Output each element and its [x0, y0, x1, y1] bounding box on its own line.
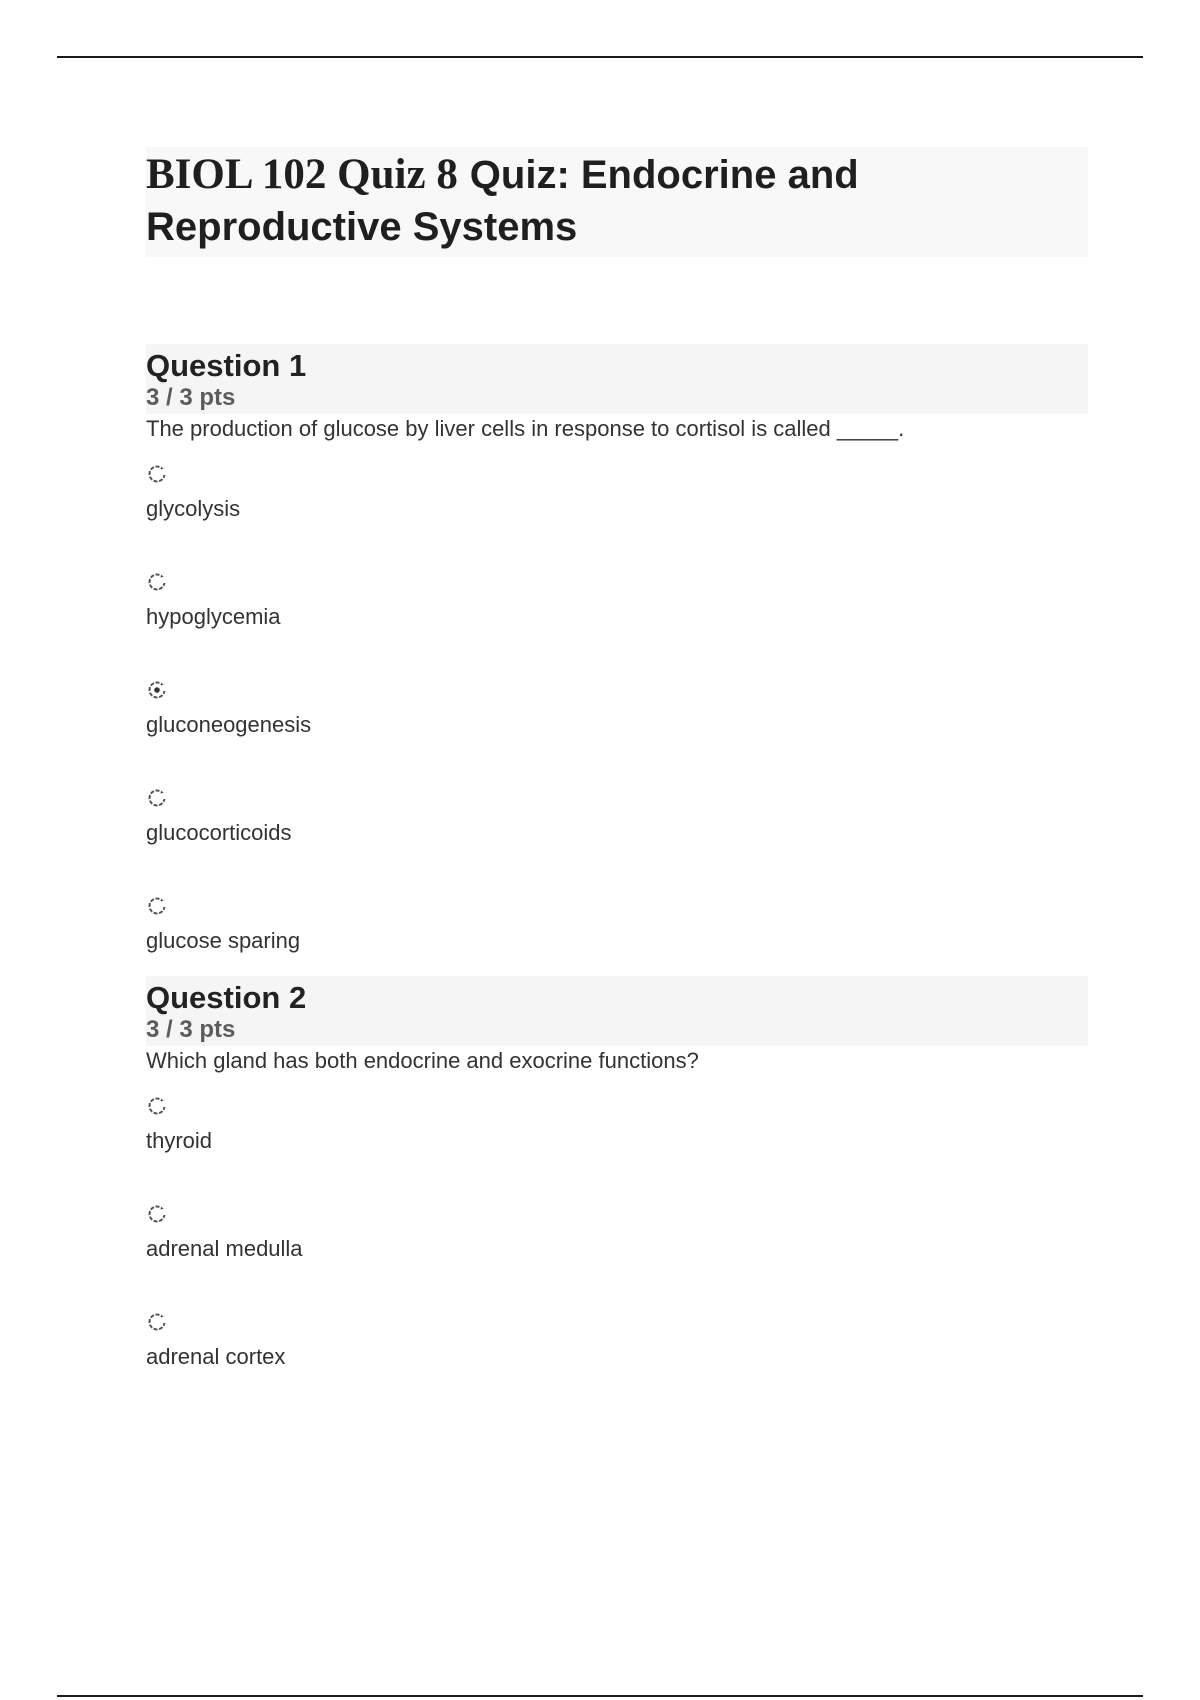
bottom-rule: [57, 1695, 1143, 1697]
question-title: Question 1: [146, 348, 307, 383]
question-points: 3 / 3 pts: [146, 1016, 236, 1043]
radio-icon[interactable]: [147, 787, 167, 809]
answer-option[interactable]: [146, 571, 1088, 679]
radio-selected-icon[interactable]: [147, 679, 167, 701]
question-header: [146, 344, 1088, 414]
answer-label: hypoglycemia: [146, 604, 281, 629]
question-points: 3 / 3 pts: [146, 384, 236, 411]
question-2: [146, 976, 1088, 1419]
answer-list: [146, 1095, 1088, 1419]
answer-label: gluconeogenesis: [146, 712, 312, 737]
answer-option[interactable]: [146, 679, 1088, 787]
radio-icon[interactable]: [147, 895, 167, 917]
course-name: BIOL 102 Quiz 8: [146, 151, 458, 198]
radio-icon[interactable]: [147, 463, 167, 485]
answer-option[interactable]: [146, 787, 1088, 895]
question-1: [146, 344, 1088, 1003]
radio-icon[interactable]: [147, 571, 167, 593]
answer-label: glucose sparing: [146, 928, 301, 953]
answer-list: [146, 463, 1088, 1003]
answer-option[interactable]: [146, 1203, 1088, 1311]
answer-option[interactable]: [146, 463, 1088, 571]
question-text: The production of glucose by liver cells in response to cortisol is called _____.: [146, 416, 905, 441]
answer-label: adrenal medulla: [146, 1236, 303, 1261]
page-title: [146, 149, 1088, 253]
radio-icon[interactable]: [147, 1311, 167, 1333]
question-text: Which gland has both endocrine and exocrine functions?: [146, 1048, 699, 1073]
quiz-content: [146, 147, 1088, 1419]
answer-label: glucocorticoids: [146, 820, 292, 845]
answer-option[interactable]: [146, 1311, 1088, 1419]
top-rule: [57, 56, 1143, 58]
quiz-title: Quiz: Endocrine and Reproductive Systems: [146, 153, 859, 249]
radio-icon[interactable]: [147, 1095, 167, 1117]
radio-icon[interactable]: [147, 1203, 167, 1225]
answer-label: adrenal cortex: [146, 1344, 286, 1369]
quiz-title-block: [146, 147, 1088, 257]
answer-option[interactable]: [146, 1095, 1088, 1203]
question-header: [146, 976, 1088, 1046]
answer-label: glycolysis: [146, 496, 241, 521]
answer-label: thyroid: [146, 1128, 213, 1153]
question-title: Question 2: [146, 980, 307, 1015]
